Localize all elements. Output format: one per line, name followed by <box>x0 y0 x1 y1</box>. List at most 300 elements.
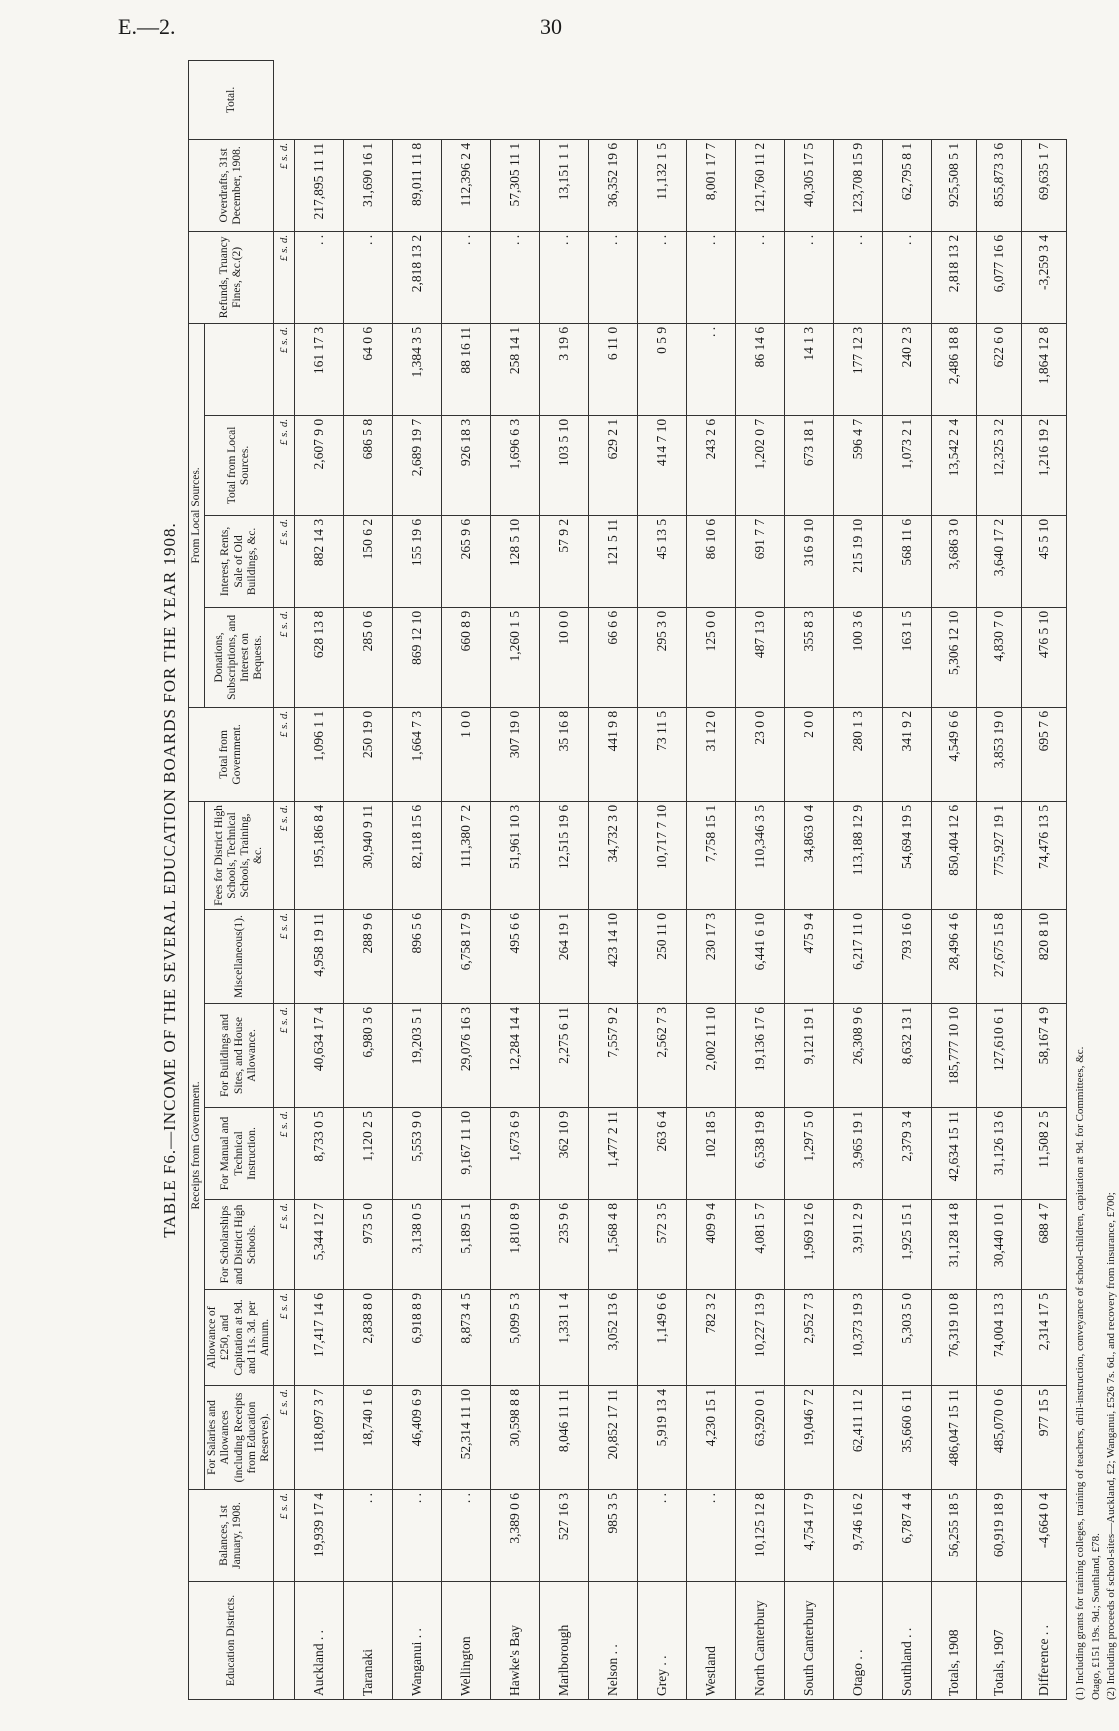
table-cell: . . <box>540 231 589 323</box>
table-cell: 121 5 11 <box>589 515 638 607</box>
unit-cell: £ s. d. <box>274 1004 295 1108</box>
table-cell: 6,538 19 8 <box>736 1108 785 1200</box>
table-cell: 51,961 10 3 <box>491 801 540 909</box>
table-cell: 3,640 17 2 <box>977 515 1022 607</box>
table-cell: 217,895 11 11 <box>295 139 344 231</box>
table-cell: 28,496 4 6 <box>932 910 977 1004</box>
table-cell: 486,047 15 11 <box>932 1386 977 1490</box>
table-cell: . . <box>344 231 393 323</box>
table-cell: 1,568 4 8 <box>589 1200 638 1290</box>
column-header: Miscellaneous(1). <box>205 910 274 1004</box>
table-cell: 13,542 2 4 <box>932 415 977 515</box>
column-header: Balances, 1st January, 1908. <box>189 1490 274 1582</box>
table-cell: 596 4 7 <box>834 415 883 515</box>
table-cell: 265 9 6 <box>442 515 491 607</box>
table-cell: 54,694 19 5 <box>883 801 932 909</box>
table-cell: 74,004 13 3 <box>977 1290 1022 1386</box>
table-cell: 2,275 6 11 <box>540 1004 589 1108</box>
table-cell: 250 19 0 <box>344 707 393 801</box>
table-cell: 69,635 1 7 <box>1022 139 1067 231</box>
unit-cell-empty <box>274 1582 295 1700</box>
table-cell: 235 9 6 <box>540 1200 589 1290</box>
column-header: Total from Government. <box>189 707 274 801</box>
table-cell: 1,696 6 3 <box>491 415 540 515</box>
table-row <box>442 61 491 1700</box>
table-cell: 285 0 6 <box>344 607 393 707</box>
column-header: Total from Local Sources. <box>205 415 274 515</box>
table-cell: 1,384 3 5 <box>393 323 442 415</box>
table-cell: 5,306 12 10 <box>932 607 977 707</box>
income-table <box>188 60 1067 1700</box>
district-name: Grey . . <box>638 1582 687 1700</box>
district-name: Auckland . . <box>295 1582 344 1700</box>
table-cell: 782 3 2 <box>687 1290 736 1386</box>
table-cell: 111,380 7 2 <box>442 801 491 909</box>
table-cell: 1,477 2 11 <box>589 1108 638 1200</box>
table-row <box>540 61 589 1700</box>
unit-cell: £ s. d. <box>274 515 295 607</box>
table-cell: 23 0 0 <box>736 707 785 801</box>
table-cell: 673 18 1 <box>785 415 834 515</box>
table-cell: . . <box>687 323 736 415</box>
table-cell: 155 19 6 <box>393 515 442 607</box>
table-cell: 1,096 1 1 <box>295 707 344 801</box>
table-cell: 423 14 10 <box>589 910 638 1004</box>
table-cell: 4,230 15 1 <box>687 1386 736 1490</box>
table-cell: 26,308 9 6 <box>834 1004 883 1108</box>
table-cell: 45 13 5 <box>638 515 687 607</box>
table-cell: 1,073 2 1 <box>883 415 932 515</box>
table-cell: 295 3 0 <box>638 607 687 707</box>
footnote-1: (1) Including grants for training colleges, training of teachers, drill-instruction, conveyance of school-children, capitation at 9d. for Committees, &c. <box>1074 1046 1087 1700</box>
column-header: Refunds, Truancy Fines, &c.(2) <box>189 231 274 323</box>
table-row <box>638 61 687 1700</box>
table-cell: 195,186 8 4 <box>295 801 344 909</box>
table-cell: 18,740 1 6 <box>344 1386 393 1490</box>
table-cell: 10,373 19 3 <box>834 1290 883 1386</box>
unit-cell: £ s. d. <box>274 139 295 231</box>
table-row <box>491 61 540 1700</box>
unit-cell: £ s. d. <box>274 231 295 323</box>
table-cell: 896 5 6 <box>393 910 442 1004</box>
unit-cell: £ s. d. <box>274 1290 295 1386</box>
table-cell: 4,549 6 6 <box>932 707 977 801</box>
table-cell: 850,404 12 6 <box>932 801 977 909</box>
table-cell: 2,314 17 5 <box>1022 1290 1067 1386</box>
table-cell: 12,515 19 6 <box>540 801 589 909</box>
table-cell: 341 9 2 <box>883 707 932 801</box>
table-cell: 3,138 0 5 <box>393 1200 442 1290</box>
table-row <box>393 61 442 1700</box>
table-cell: 3,389 0 6 <box>491 1490 540 1582</box>
table-cell: 12,284 14 4 <box>491 1004 540 1108</box>
table-cell: 409 9 4 <box>687 1200 736 1290</box>
table-cell: 10,227 13 9 <box>736 1290 785 1386</box>
unit-cell: £ s. d. <box>274 607 295 707</box>
table-cell: 0 5 9 <box>638 323 687 415</box>
table-cell: 118,097 3 7 <box>295 1386 344 1490</box>
table-cell: . . <box>589 231 638 323</box>
table-cell: 6,758 17 9 <box>442 910 491 1004</box>
table-cell: 5,553 9 0 <box>393 1108 442 1200</box>
table-cell: . . <box>834 231 883 323</box>
table-cell: 487 13 0 <box>736 607 785 707</box>
table-cell: 34,863 0 4 <box>785 801 834 909</box>
table-cell: 19,939 17 4 <box>295 1490 344 1582</box>
table-cell: 40,634 17 4 <box>295 1004 344 1108</box>
group-header-row <box>189 61 205 1700</box>
table-cell: 1,297 5 0 <box>785 1108 834 1200</box>
table-cell: 2,486 18 8 <box>932 323 977 415</box>
table-cell: 1,120 2 5 <box>344 1108 393 1200</box>
table-cell: 62,411 11 2 <box>834 1386 883 1490</box>
table-cell: 2,002 11 10 <box>687 1004 736 1108</box>
table-cell: . . <box>442 1490 491 1582</box>
table-cell: 36,352 19 6 <box>589 139 638 231</box>
table-cell: 985 3 5 <box>589 1490 638 1582</box>
table-cell: 60,919 18 9 <box>977 1490 1022 1582</box>
table-title: TABLE F6.—INCOME OF THE SEVERAL EDUCATION BOARDS FOR THE YEAR 1908. <box>160 522 179 1238</box>
table-cell: 8,733 0 5 <box>295 1108 344 1200</box>
table-cell: 926 18 3 <box>442 415 491 515</box>
table-cell: 628 13 8 <box>295 607 344 707</box>
table-cell: 86 10 6 <box>687 515 736 607</box>
table-cell: 52,314 11 10 <box>442 1386 491 1490</box>
table-cell: 17,417 14 6 <box>295 1290 344 1386</box>
totals-label: Totals, 1907 <box>977 1582 1022 1700</box>
table-cell: 2,379 3 4 <box>883 1108 932 1200</box>
table-cell: 57 9 2 <box>540 515 589 607</box>
district-name: Wellington <box>442 1582 491 1700</box>
table-cell: 100 3 6 <box>834 607 883 707</box>
table-cell: 8,632 13 1 <box>883 1004 932 1108</box>
table-cell: 86 14 6 <box>736 323 785 415</box>
district-name: Marlborough <box>540 1582 589 1700</box>
table-cell: 6,918 8 9 <box>393 1290 442 1386</box>
totals-label: Totals, 1908 <box>932 1582 977 1700</box>
table-cell: 1,331 1 4 <box>540 1290 589 1386</box>
table-cell: 1 0 0 <box>442 707 491 801</box>
table-cell: . . <box>442 231 491 323</box>
table-cell: 112,396 2 4 <box>442 139 491 231</box>
table-cell: 2,952 7 3 <box>785 1290 834 1386</box>
table-cell: 240 2 3 <box>883 323 932 415</box>
table-cell: . . <box>687 231 736 323</box>
table-cell: 2,562 7 3 <box>638 1004 687 1108</box>
table-cell: 2,607 9 0 <box>295 415 344 515</box>
table-cell: 29,076 16 3 <box>442 1004 491 1108</box>
table-cell: 855,873 3 6 <box>977 139 1022 231</box>
table-cell: 572 3 5 <box>638 1200 687 1290</box>
table-cell: 6,787 4 4 <box>883 1490 932 1582</box>
table-cell: 3 19 6 <box>540 323 589 415</box>
district-name: Southland . . <box>883 1582 932 1700</box>
table-cell: 793 16 0 <box>883 910 932 1004</box>
footnotes <box>1073 60 1119 1700</box>
column-header: Allowance of £250, and Capitation at 9d. and 11s. 3d. per Annum. <box>205 1290 274 1386</box>
table-cell: 8,001 17 7 <box>687 139 736 231</box>
table-cell: 925,508 5 1 <box>932 139 977 231</box>
table-cell: 89,011 11 8 <box>393 139 442 231</box>
table-cell: -4,664 0 4 <box>1022 1490 1067 1582</box>
table-cell: 230 17 3 <box>687 910 736 1004</box>
footnote-1-continued: Otago, £151 19s. 9d.; Southland, £78. <box>1089 1533 1102 1700</box>
table-cell: 74,476 13 5 <box>1022 801 1067 909</box>
table-cell: 102 18 5 <box>687 1108 736 1200</box>
unit-cell: £ s. d. <box>274 707 295 801</box>
table-cell: 5,303 5 0 <box>883 1290 932 1386</box>
table-cell: . . <box>785 231 834 323</box>
table-cell: 42,634 15 11 <box>932 1108 977 1200</box>
table-cell: 280 1 3 <box>834 707 883 801</box>
table-cell: 6,217 11 0 <box>834 910 883 1004</box>
rotated-table-block <box>160 60 1118 1700</box>
table-cell: 177 12 3 <box>834 323 883 415</box>
table-cell: 7,557 9 2 <box>589 1004 638 1108</box>
table-cell: 8,873 4 5 <box>442 1290 491 1386</box>
table-cell: 263 6 4 <box>638 1108 687 1200</box>
table-cell: 568 11 6 <box>883 515 932 607</box>
column-header: Education Districts. <box>189 1582 274 1700</box>
table-cell: 973 5 0 <box>344 1200 393 1290</box>
table-cell: 6 11 0 <box>589 323 638 415</box>
table-cell: 264 19 1 <box>540 910 589 1004</box>
table-cell: -3,259 3 4 <box>1022 231 1067 323</box>
table-cell: 9,746 16 2 <box>834 1490 883 1582</box>
table-cell: 686 5 8 <box>344 415 393 515</box>
table-cell: 362 10 9 <box>540 1108 589 1200</box>
table-cell: 8,046 11 11 <box>540 1386 589 1490</box>
table-cell: 58,167 4 9 <box>1022 1004 1067 1108</box>
totals-row <box>977 61 1022 1700</box>
table-cell: 495 6 6 <box>491 910 540 1004</box>
table-cell: 622 6 0 <box>977 323 1022 415</box>
table-cell: 660 8 9 <box>442 607 491 707</box>
district-name: Westland <box>687 1582 736 1700</box>
table-cell: 20,852 17 11 <box>589 1386 638 1490</box>
column-header: Fees for District High Schools, Technical Schools, Training, &c. <box>205 801 274 909</box>
table-cell: 6,441 6 10 <box>736 910 785 1004</box>
table-cell: 123,708 15 9 <box>834 139 883 231</box>
table-cell: 161 17 3 <box>295 323 344 415</box>
table-cell: . . <box>883 231 932 323</box>
table-cell: . . <box>736 231 785 323</box>
table-row <box>344 61 393 1700</box>
table-cell: 2,689 19 7 <box>393 415 442 515</box>
district-name: Wanganui . . <box>393 1582 442 1700</box>
table-cell: 3,052 13 6 <box>589 1290 638 1386</box>
totals-label: Difference . . <box>1022 1582 1067 1700</box>
table-cell: 441 9 8 <box>589 707 638 801</box>
column-header: Overdrafts, 31st December, 1908. <box>189 139 274 231</box>
table-cell: 31,690 16 1 <box>344 139 393 231</box>
table-cell: 150 6 2 <box>344 515 393 607</box>
district-name: Taranaki <box>344 1582 393 1700</box>
table-cell: 688 4 7 <box>1022 1200 1067 1290</box>
table-cell: 19,203 5 1 <box>393 1004 442 1108</box>
table-cell: 73 11 5 <box>638 707 687 801</box>
table-cell: . . <box>638 1490 687 1582</box>
table-cell: 414 7 10 <box>638 415 687 515</box>
table-cell: 30,440 10 1 <box>977 1200 1022 1290</box>
column-header: Interest, Rents, Sale of Old Buildings, &c. <box>205 515 274 607</box>
table-cell: 527 16 3 <box>540 1490 589 1582</box>
table-cell: 1,260 1 5 <box>491 607 540 707</box>
table-cell: 1,925 15 1 <box>883 1200 932 1290</box>
table-cell: 3,686 3 0 <box>932 515 977 607</box>
table-cell: 355 8 3 <box>785 607 834 707</box>
table-cell: 1,864 12 8 <box>1022 323 1067 415</box>
table-cell: 250 11 0 <box>638 910 687 1004</box>
table-cell: 5,919 13 4 <box>638 1386 687 1490</box>
table-cell: 10,125 12 8 <box>736 1490 785 1582</box>
table-cell: 1,810 8 9 <box>491 1200 540 1290</box>
table-cell: 40,305 17 5 <box>785 139 834 231</box>
district-name: North Canterbury <box>736 1582 785 1700</box>
table-cell: 64 0 6 <box>344 323 393 415</box>
table-cell: 163 1 5 <box>883 607 932 707</box>
table-cell: 11,132 1 5 <box>638 139 687 231</box>
unit-cell: £ s. d. <box>274 1386 295 1490</box>
table-cell: 62,795 8 1 <box>883 139 932 231</box>
table-cell: 128 5 10 <box>491 515 540 607</box>
table-cell: 2 0 0 <box>785 707 834 801</box>
table-cell: 4,754 17 9 <box>785 1490 834 1582</box>
table-cell: 76,319 10 8 <box>932 1290 977 1386</box>
table-cell: 1,149 6 6 <box>638 1290 687 1386</box>
table-cell: 258 14 1 <box>491 323 540 415</box>
table-cell: 695 7 6 <box>1022 707 1067 801</box>
table-cell: 27,675 15 8 <box>977 910 1022 1004</box>
table-cell: 9,121 19 1 <box>785 1004 834 1108</box>
unit-cell: £ s. d. <box>274 1200 295 1290</box>
table-cell: 127,610 6 1 <box>977 1004 1022 1108</box>
table-cell: 691 7 7 <box>736 515 785 607</box>
totals-row <box>932 61 977 1700</box>
table-cell: 19,136 17 6 <box>736 1004 785 1108</box>
table-row <box>834 61 883 1700</box>
table-row <box>295 61 344 1700</box>
table-cell: 56,255 18 5 <box>932 1490 977 1582</box>
table-cell: 3,965 19 1 <box>834 1108 883 1200</box>
district-name: Otago . . <box>834 1582 883 1700</box>
table-cell: 5,099 5 3 <box>491 1290 540 1386</box>
district-name: Nelson . . <box>589 1582 638 1700</box>
table-cell: 977 15 5 <box>1022 1386 1067 1490</box>
table-cell: 2,818 13 2 <box>932 231 977 323</box>
table-cell: 9,167 11 10 <box>442 1108 491 1200</box>
table-cell: 2,818 13 2 <box>393 231 442 323</box>
table-cell: . . <box>638 231 687 323</box>
table-cell: 1,673 6 9 <box>491 1108 540 1200</box>
table-cell: . . <box>393 1490 442 1582</box>
table-cell: 6,980 3 6 <box>344 1004 393 1108</box>
table-cell: 3,911 2 9 <box>834 1200 883 1290</box>
table-cell: 125 0 0 <box>687 607 736 707</box>
table-cell: 30,940 9 11 <box>344 801 393 909</box>
table-cell: . . <box>295 231 344 323</box>
table-cell: 34,732 3 0 <box>589 801 638 909</box>
table-cell: 103 5 10 <box>540 415 589 515</box>
table-cell: 1,202 0 7 <box>736 415 785 515</box>
table-cell: 475 9 4 <box>785 910 834 1004</box>
table-cell: 35 16 8 <box>540 707 589 801</box>
table-cell: 629 2 1 <box>589 415 638 515</box>
table-cell: 45 5 10 <box>1022 515 1067 607</box>
table-cell: 3,853 19 0 <box>977 707 1022 801</box>
table-cell: 4,081 5 7 <box>736 1200 785 1290</box>
unit-cell: £ s. d. <box>274 323 295 415</box>
group-header-local: From Local Sources. <box>189 323 205 707</box>
table-cell: 5,344 12 7 <box>295 1200 344 1290</box>
table-row <box>785 61 834 1700</box>
district-name: Hawke's Bay <box>491 1582 540 1700</box>
table-cell: 10 0 0 <box>540 607 589 707</box>
table-cell: 110,346 3 5 <box>736 801 785 909</box>
table-cell: 307 19 0 <box>491 707 540 801</box>
table-cell: 5,189 5 1 <box>442 1200 491 1290</box>
column-header: Total. <box>189 61 274 140</box>
footnote-2: (2) Including proceeds of school-sites—Auckland, £2; Wanganui, £526 7s. 6d., and recovery from insurance, £700; <box>1105 1192 1118 1700</box>
table-cell: 88 16 11 <box>442 323 491 415</box>
table-cell: 6,077 16 6 <box>977 231 1022 323</box>
district-name: South Canterbury <box>785 1582 834 1700</box>
table-cell: 2,838 8 0 <box>344 1290 393 1386</box>
table-cell: 19,046 7 2 <box>785 1386 834 1490</box>
unit-cell: £ s. d. <box>274 415 295 515</box>
table-cell: 1,216 19 2 <box>1022 415 1067 515</box>
table-cell: 775,927 19 1 <box>977 801 1022 909</box>
table-cell: . . <box>491 231 540 323</box>
table-cell: 288 9 6 <box>344 910 393 1004</box>
table-cell: 10,717 7 10 <box>638 801 687 909</box>
page-code: E.—2. <box>118 14 176 39</box>
table-cell: 476 5 10 <box>1022 607 1067 707</box>
table-cell: 4,830 7 0 <box>977 607 1022 707</box>
column-header: For Salaries and Allowances (including Receipts from Education Reserves). <box>205 1386 274 1490</box>
table-cell: . . <box>687 1490 736 1582</box>
table-cell: 30,598 8 8 <box>491 1386 540 1490</box>
table-cell: 1,664 7 3 <box>393 707 442 801</box>
table-cell: 46,409 6 9 <box>393 1386 442 1490</box>
table-cell: 11,508 2 5 <box>1022 1108 1067 1200</box>
table-cell: 4,958 19 11 <box>295 910 344 1004</box>
table-cell: 113,188 12 9 <box>834 801 883 909</box>
table-cell: 13,151 1 1 <box>540 139 589 231</box>
table-cell: 63,920 0 1 <box>736 1386 785 1490</box>
unit-cell: £ s. d. <box>274 1490 295 1582</box>
table-row <box>883 61 932 1700</box>
table-body <box>295 61 1067 1700</box>
table-row <box>589 61 638 1700</box>
table-cell: 12,325 3 2 <box>977 415 1022 515</box>
unit-cell: £ s. d. <box>274 801 295 909</box>
column-header: Donations, Subscriptions, and Interest on Bequests. <box>205 607 274 707</box>
table-cell: 1,969 12 6 <box>785 1200 834 1290</box>
table-cell: 14 1 3 <box>785 323 834 415</box>
group-header-government: Receipts from Government. <box>189 801 205 1489</box>
table-cell: 316 9 10 <box>785 515 834 607</box>
table-row <box>736 61 785 1700</box>
table-cell: 57,305 11 1 <box>491 139 540 231</box>
table-cell: 215 19 10 <box>834 515 883 607</box>
table-cell: 121,760 11 2 <box>736 139 785 231</box>
table-cell: 882 14 3 <box>295 515 344 607</box>
table-cell: 82,118 15 6 <box>393 801 442 909</box>
table-cell: 31,128 14 8 <box>932 1200 977 1290</box>
table-cell: 485,070 0 6 <box>977 1386 1022 1490</box>
unit-row <box>274 61 295 1700</box>
